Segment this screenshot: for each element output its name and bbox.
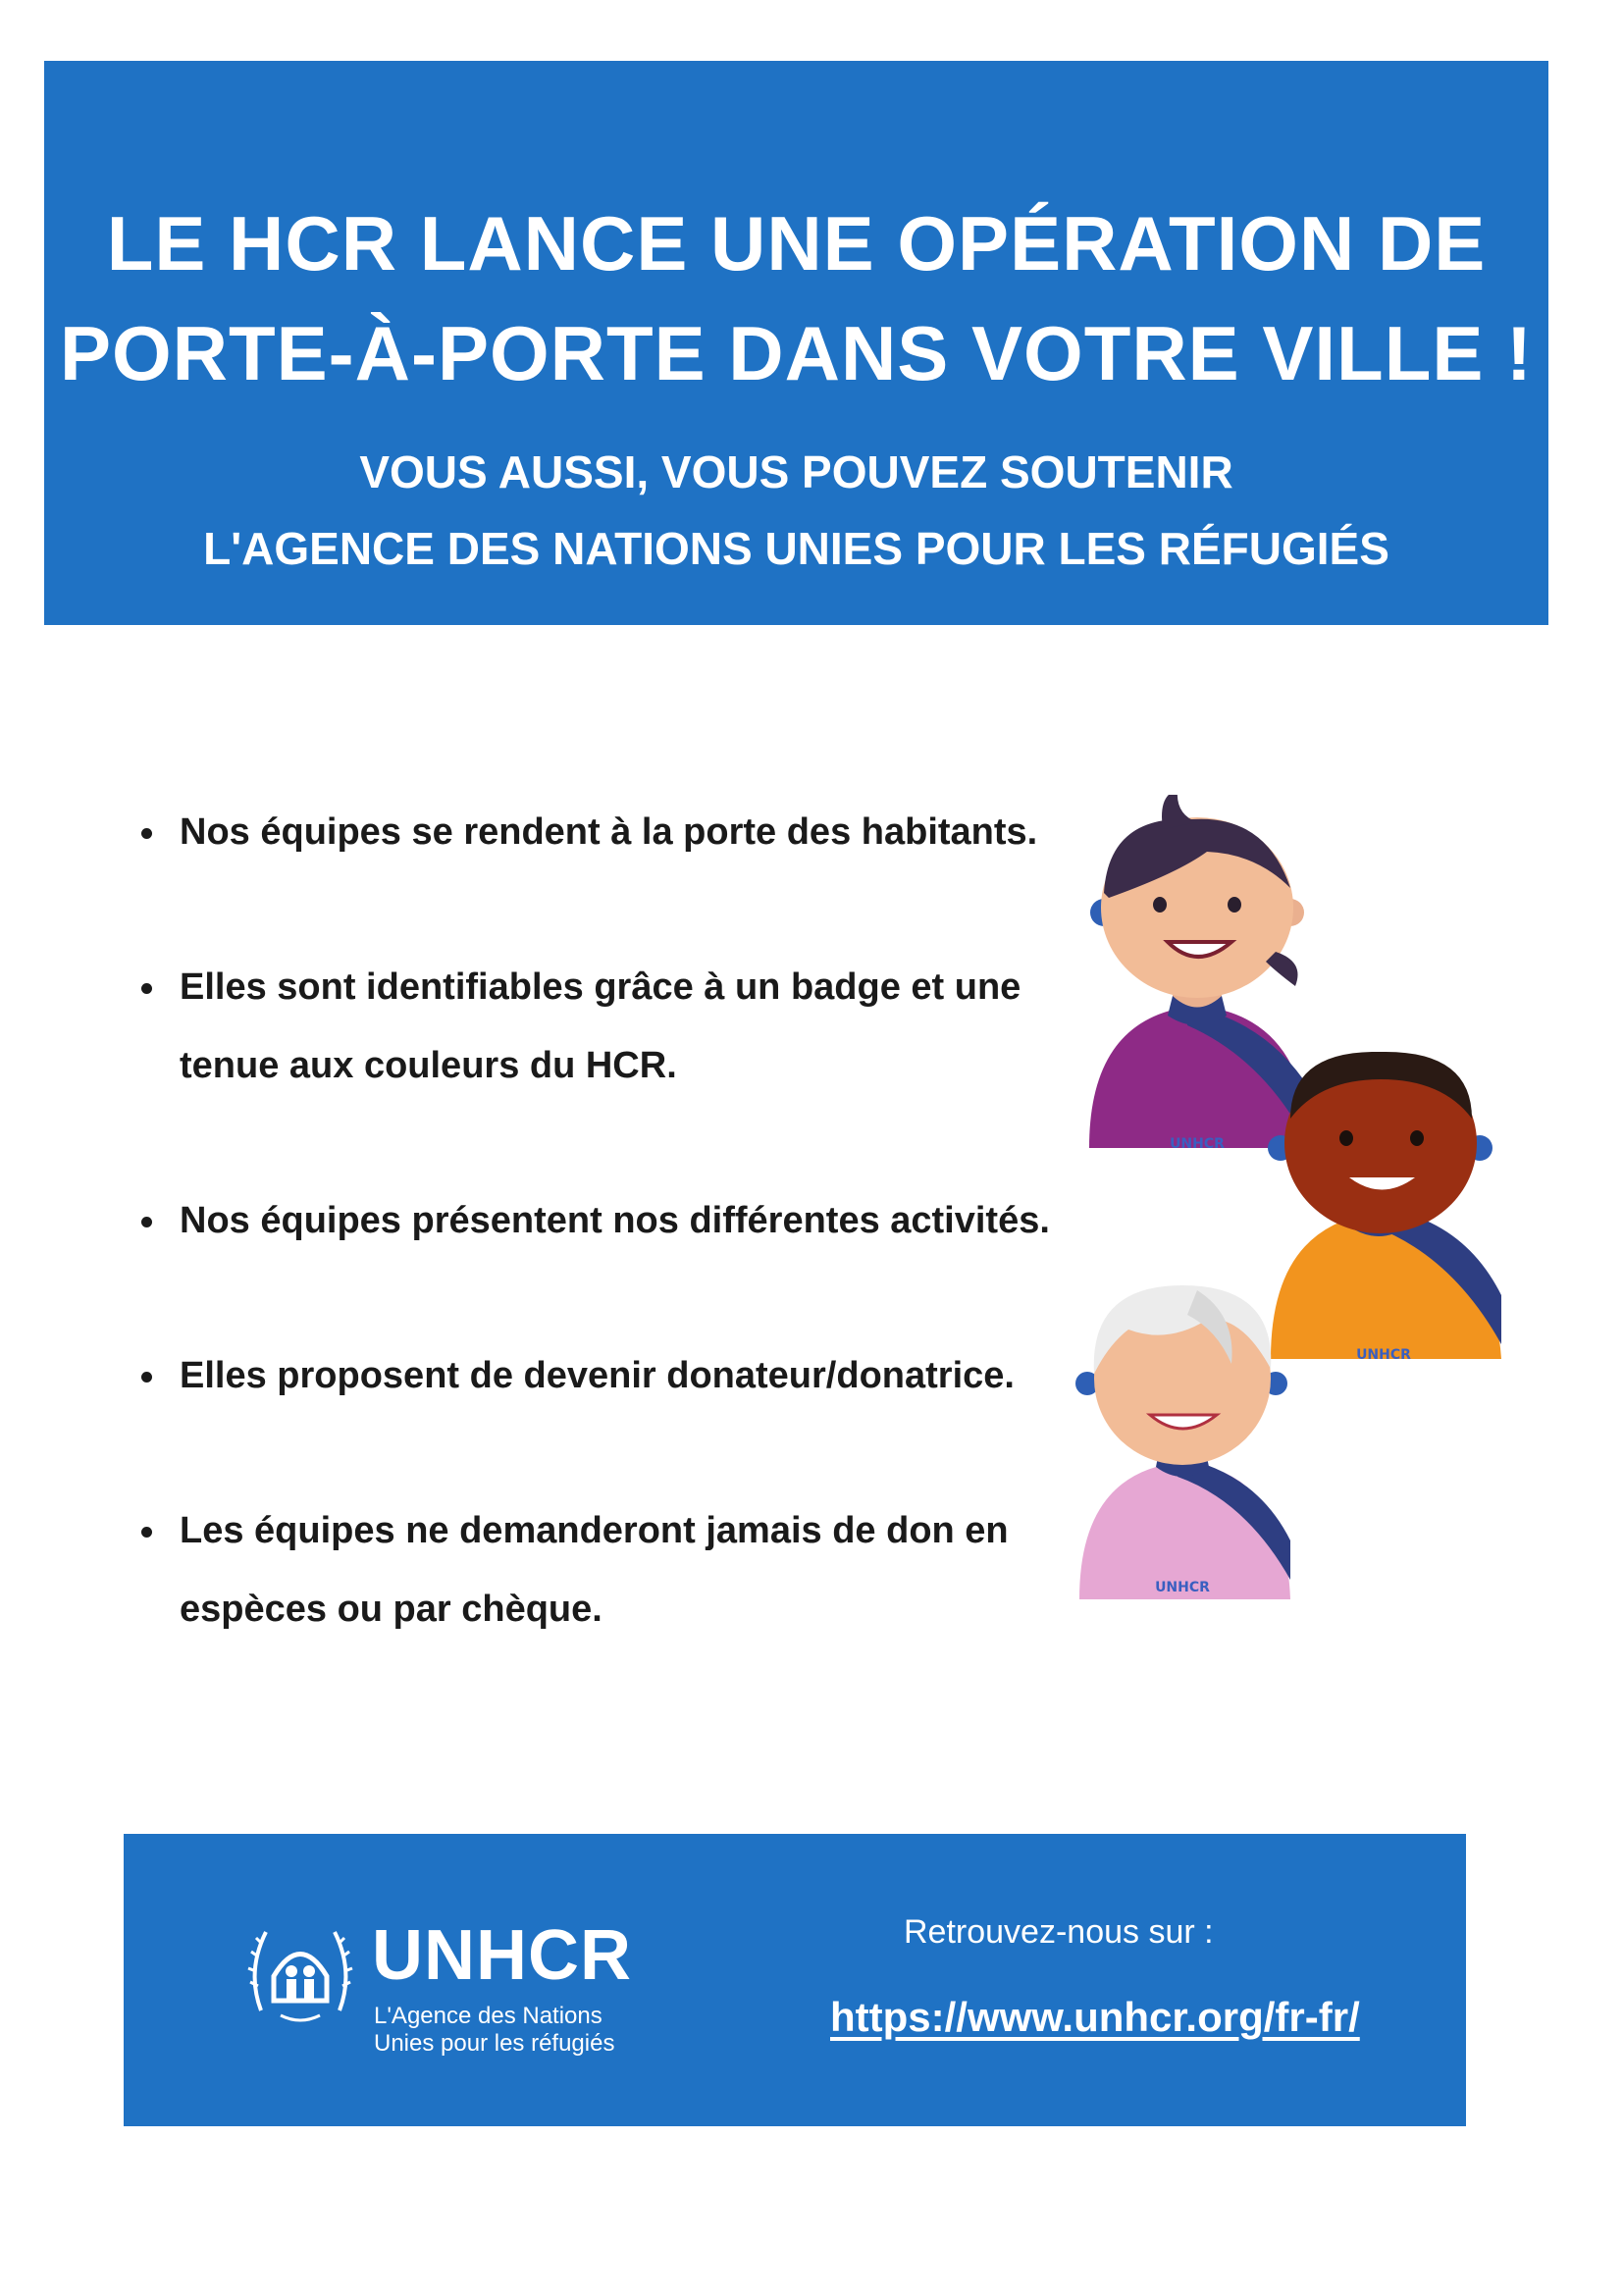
find-us-label: Retrouvez-nous sur : [904,1913,1214,1951]
shirt-label: UNHCR [1170,1136,1225,1152]
logo-tagline-line-1: L'Agence des Nations [374,2003,602,2029]
header-banner [44,61,1548,625]
shirt-label: UNHCR [1356,1347,1411,1363]
website-link[interactable]: https://www.unhcr.org/fr-fr/ [830,1994,1360,2040]
logo-tagline-line-2: Unies pour les réfugiés [374,2030,615,2057]
subtitle-line-2: L'AGENCE DES NATIONS UNIES POUR LES RÉFUGIÉS [203,523,1389,574]
unhcr-emblem-icon [246,1917,354,2025]
title-line-1: LE HCR LANCE UNE OPÉRATION DE [106,200,1487,287]
person-orange-shirt [1268,1052,1501,1363]
list-item: Elles sont identifiables grâce à un badge et une tenue aux couleurs du HCR. [132,948,1023,1105]
title-line-2: PORTE-À-PORTE DANS VOTRE VILLE ! [59,310,1534,396]
page-title [44,188,1548,408]
person-pink-shirt [1075,1285,1290,1599]
list-item: Nos équipes se rendent à la porte des habitants. [132,793,1074,871]
list-item: Elles proposent de devenir donateur/donatrice. [132,1336,1074,1415]
shirt-label: UNHCR [1155,1580,1210,1595]
info-list [132,793,1074,1725]
page-subtitle [44,434,1548,587]
people-illustration [1070,795,1521,1629]
person-purple-shirt [1089,795,1310,1152]
list-item: Les équipes ne demanderont jamais de don en espèces ou par chèque. [132,1491,1023,1648]
subtitle-line-1: VOUS AUSSI, VOUS POUVEZ SOUTENIR [359,446,1233,497]
logo-wordmark: UNHCR [372,1916,632,1995]
list-item: Nos équipes présentent nos différentes activités. [132,1181,1074,1260]
footer-banner [124,1834,1466,2126]
